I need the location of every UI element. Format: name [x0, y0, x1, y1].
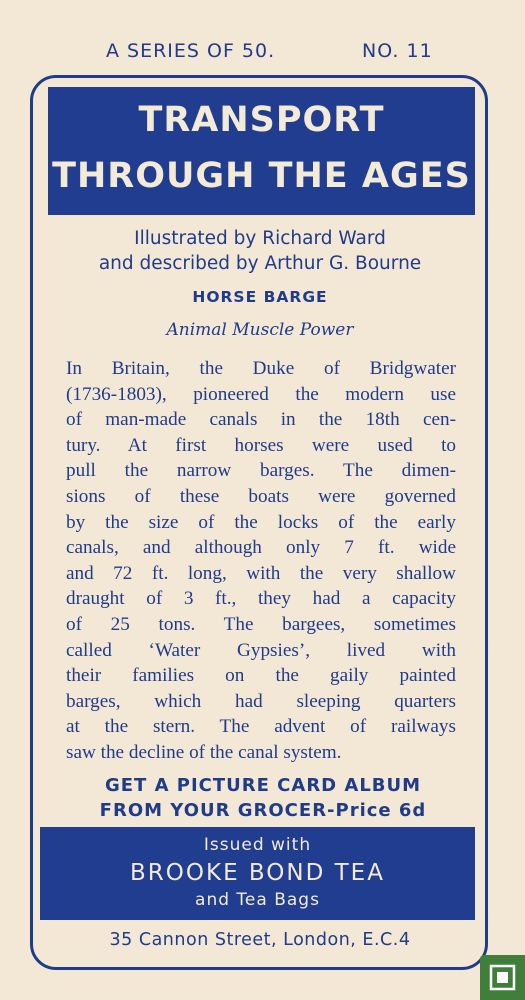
author-credit: and described by Arthur G. Bourne	[98, 253, 422, 274]
description-line: at the stern. The advent of railways	[66, 716, 456, 738]
series-label: A SERIES OF 50.	[106, 40, 276, 62]
description-line: canals, and although only 7 ft. wide	[66, 537, 456, 559]
description-line: of 25 tons. The bargees, sometimes	[66, 613, 456, 635]
description-line: saw the decline of the canal system.	[66, 741, 342, 763]
description-line: In Britain, the Duke of Bridgwater	[66, 358, 456, 379]
description-text	[66, 356, 456, 766]
description-line: pull the narrow barges. The dimen-	[66, 460, 456, 482]
brand-product: and Tea Bags	[195, 890, 320, 910]
description-line: (1736-1803), pioneered the modern use	[66, 383, 456, 405]
title-line-1: TRANSPORT	[138, 100, 385, 140]
illustrator-credit: Illustrated by Richard Ward	[134, 228, 386, 249]
description-line: barges, which had sleeping quarters	[66, 690, 456, 712]
album-offer-line-1: GET A PICTURE CARD ALBUM	[104, 775, 422, 796]
brand-name: BROOKE BOND TEA	[130, 860, 385, 886]
description-line: by the size of the locks of the early	[66, 511, 456, 533]
description-line: of man-made canals in the 18th cen-	[66, 409, 456, 431]
issued-with-label: Issued with	[203, 835, 312, 855]
issuer-banner	[40, 827, 475, 920]
description-line: called ‘Water Gypsies’, lived with	[66, 639, 456, 661]
title-line-2: THROUGH THE AGES	[52, 156, 471, 196]
lastdodo-logo-icon	[480, 955, 525, 1000]
description-line: tury. At first horses were used to	[66, 434, 456, 456]
description-line: and 72 ft. long, with the very shallow	[66, 562, 456, 584]
description-line: draught of 3 ft., they had a capacity	[66, 588, 456, 610]
album-offer-line-2: FROM YOUR GROCER-Price 6d	[99, 800, 427, 821]
card-subject: HORSE BARGE	[192, 288, 328, 306]
description-line: sions of these boats were governed	[66, 485, 456, 507]
title-banner	[48, 87, 475, 215]
issuer-address: 35 Cannon Street, London, E.C.4	[109, 930, 411, 950]
description-line: their families on the gaily painted	[66, 665, 456, 687]
card-subtitle: Animal Muscle Power	[166, 320, 354, 340]
card-number: NO. 11	[362, 40, 433, 62]
